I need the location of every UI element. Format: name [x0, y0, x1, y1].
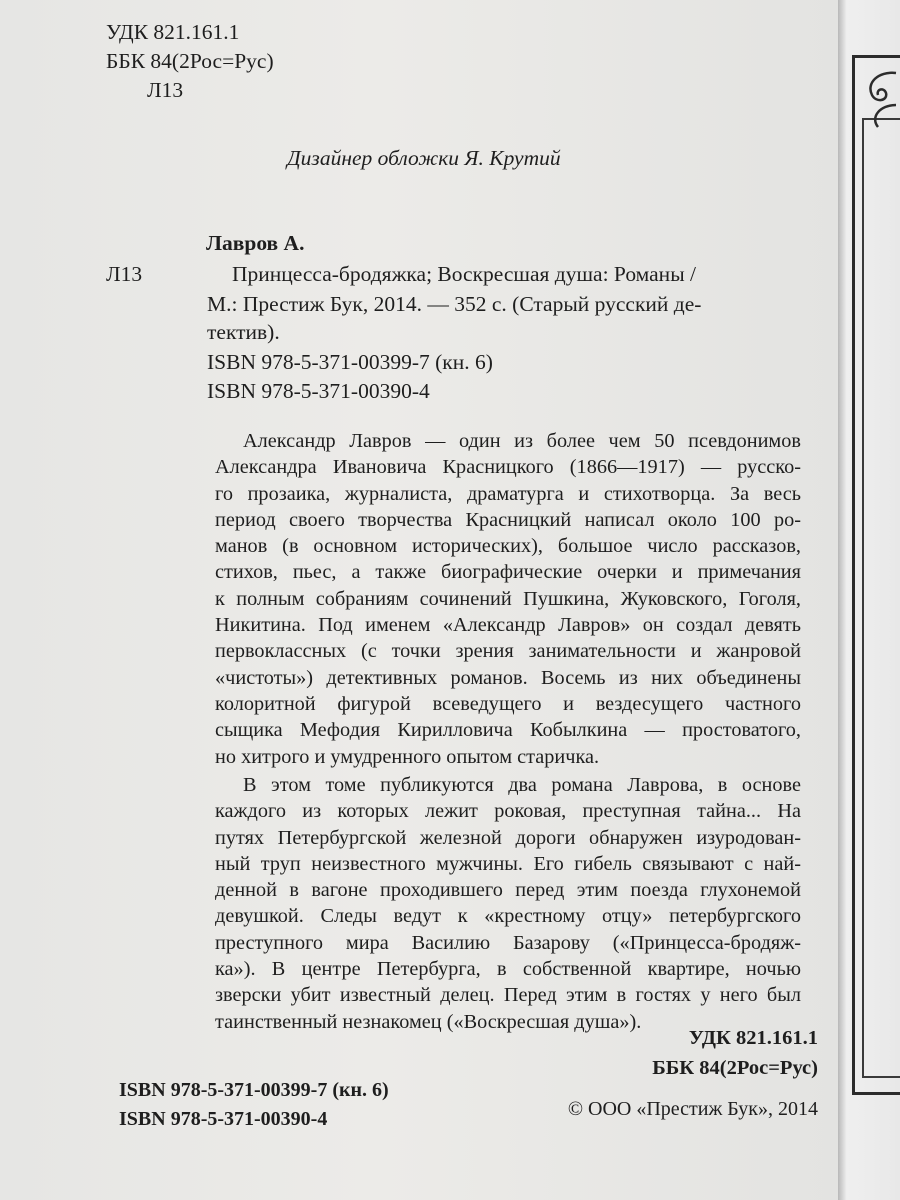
classification-udk: УДК 821.161.1	[688, 1027, 818, 1049]
header-code: Л13	[147, 78, 184, 102]
paragraph-line: манов (в основном исторических), большое число рассказов,	[215, 535, 801, 558]
paragraph-line: Александра Ивановича Красницкого (1866—1917) — русско-	[215, 456, 801, 479]
classification-bbk: ББК 84(2Рос=Рус)	[652, 1057, 818, 1079]
paragraph-line: ный труп неизвестного мужчины. Его гибель связывают с най-	[215, 852, 801, 875]
catalog-isbn-2: ISBN 978-5-371-00390-4	[207, 379, 430, 403]
paragraph-line: денной в вагоне проходившего перед этим поезда глухонемой	[215, 879, 801, 902]
paragraph-line: к полным собраниям сочинений Пушкина, Жуковского, Гоголя,	[215, 587, 801, 610]
catalog-isbn-1: ISBN 978-5-371-00399-7 (кн. 6)	[207, 350, 493, 374]
paragraph-line: сыщика Мефодия Кирилловича Кобылкина — простоватого,	[215, 719, 801, 742]
decorative-frame-inner	[862, 118, 900, 1078]
annotation-paragraph-1	[215, 428, 801, 770]
paragraph-line: каждого из которых лежит роковая, преступная тайна... На	[215, 800, 801, 823]
copyright-notice: © ООО «Престиж Бук», 2014	[567, 1098, 818, 1120]
paragraph-line: Никитина. Под именем «Александр Лавров» он создал девять	[215, 614, 801, 637]
footer-isbn-2: ISBN 978-5-371-00390-4	[119, 1108, 328, 1130]
ornament-icon	[858, 65, 900, 135]
header-bbk: ББК 84(2Рос=Рус)	[106, 49, 274, 73]
paragraph-line: первоклассных (с точки зрения занимательности и жанровой	[215, 640, 801, 663]
paragraph-line: зверски убит известный делец. Перед этим в гостях у него был	[215, 984, 801, 1007]
paragraph-line: девушкой. Следы ведут к «крестному отцу» петербургского	[215, 905, 801, 928]
paragraph-line: ка»). В центре Петербурга, в собственной квартире, ночью	[215, 958, 801, 981]
paragraph-line: колоритной фигурой всеведущего и вездесущего частного	[215, 692, 801, 715]
paragraph-line: го прозаика, журналиста, драматурга и стихотворца. За весь	[215, 482, 801, 505]
footer-isbn-1: ISBN 978-5-371-00399-7 (кн. 6)	[119, 1079, 389, 1101]
paragraph-line: стихов, пьес, а также биографические очерки и примечания	[215, 561, 801, 584]
catalog-code: Л13	[106, 262, 143, 286]
paragraph-line: Александр Лавров — один из более чем 50 псевдонимов	[243, 430, 801, 452]
catalog-title-line: Принцесса-бродяжка; Воскресшая душа: Романы /	[232, 262, 696, 286]
paragraph-line: В этом томе публикуются два романа Лаврова, в основе	[243, 774, 801, 796]
catalog-imprint-line: М.: Престиж Бук, 2014. — 352 с. (Старый русский де-	[207, 292, 702, 316]
cover-designer: Дизайнер обложки Я. Крутий	[287, 146, 561, 170]
paragraph-line: таинственный незнакомец («Воскресшая душа»).	[215, 1010, 642, 1033]
catalog-series-line: тектив).	[207, 320, 280, 344]
header-udk: УДК 821.161.1	[106, 20, 240, 44]
paragraph-line: «чистоты») детективных романов. Восемь из них объединены	[215, 666, 801, 689]
annotation-paragraph-2	[215, 772, 801, 1035]
catalog-author: Лавров А.	[206, 231, 305, 255]
paragraph-line: путях Петербургской железной дороги обнаружен изуродован-	[215, 826, 801, 849]
paragraph-line: но хитрого и умудренного опытом старичка.	[215, 745, 600, 768]
paragraph-line: период своего творчества Красницкий написал около 100 ро-	[215, 508, 801, 531]
paragraph-line: преступного мира Василию Базарову («Принцесса-бродяж-	[215, 931, 801, 954]
